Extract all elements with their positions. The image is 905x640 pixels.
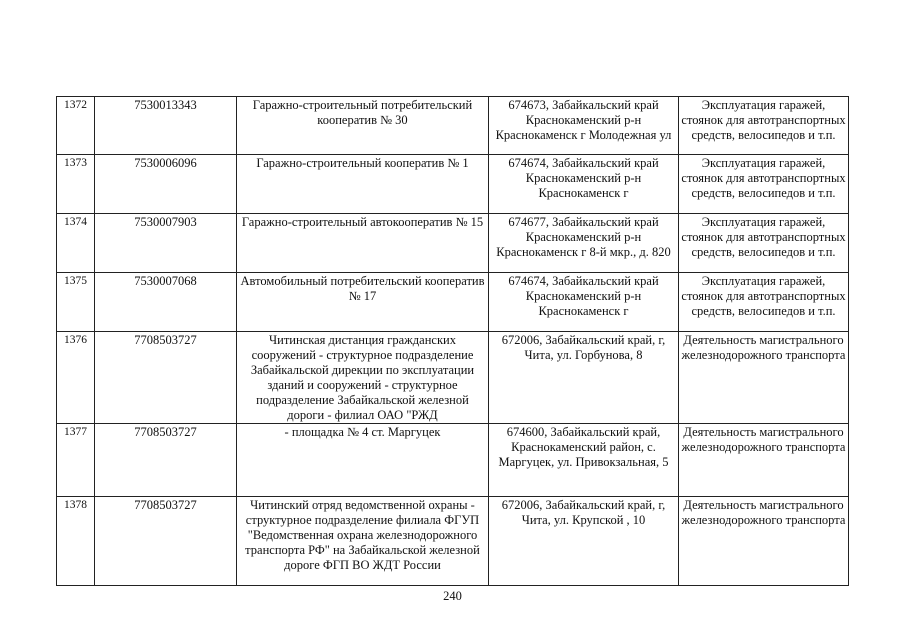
address-cell: 674600, Забайкальский край, Краснокаменский район, с. Маргуцек, ул. Привокзальная, 5 [489, 424, 679, 497]
activity-cell: Эксплуатация гаражей, стоянок для автотранспортных средств, велосипедов и т.п. [679, 155, 849, 214]
organization-name-cell: - площадка № 4 ст. Маргуцек [237, 424, 489, 497]
inn-cell: 7530007903 [95, 214, 237, 273]
address-cell: 674674, Забайкальский край Краснокаменский р-н Краснокаменск г [489, 273, 679, 332]
address-cell: 674673, Забайкальский край Краснокаменский р-н Краснокаменск г Молодежная ул [489, 97, 679, 155]
organization-name-cell: Гаражно-строительный потребительский кооператив № 30 [237, 97, 489, 155]
table-row [57, 155, 849, 214]
table-row [57, 332, 849, 424]
activity-cell: Деятельность магистрального железнодорожного транспорта [679, 332, 849, 424]
organization-name-cell: Гаражно-строительный автокооператив № 15 [237, 214, 489, 273]
address-cell: 672006, Забайкальский край, г, Чита, ул. Горбунова, 8 [489, 332, 679, 424]
organization-name-cell: Читинская дистанция гражданских сооружений - структурное подразделение Забайкальской дирекции по эксплуатации зданий и сооружений - структурное подразделение Забайкальской железной дороги - филиал ОАО "РЖД [237, 332, 489, 424]
activity-cell: Деятельность магистрального железнодорожного транспорта [679, 424, 849, 497]
page-number: 240 [443, 589, 462, 603]
activity-cell: Эксплуатация гаражей, стоянок для автотранспортных средств, велосипедов и т.п. [679, 273, 849, 332]
row-number: 1376 [57, 332, 95, 424]
row-number: 1374 [57, 214, 95, 273]
address-cell: 674677, Забайкальский край Краснокаменский р-н Краснокаменск г 8-й мкр., д. 820 [489, 214, 679, 273]
organization-name-cell: Читинский отряд ведомственной охраны - структурное подразделение филиала ФГУП "Ведомственная охрана железнодорожного транспорта РФ" на Забайкальской железной дороге ФГП ВО ЖДТ России [237, 497, 489, 586]
address-cell: 672006, Забайкальский край, г, Чита, ул. Крупской , 10 [489, 497, 679, 586]
activity-cell: Эксплуатация гаражей, стоянок для автотранспортных средств, велосипедов и т.п. [679, 214, 849, 273]
table-row [57, 273, 849, 332]
row-number: 1375 [57, 273, 95, 332]
inn-cell: 7530006096 [95, 155, 237, 214]
inn-cell: 7530013343 [95, 97, 237, 155]
inn-cell: 7708503727 [95, 424, 237, 497]
row-number: 1377 [57, 424, 95, 497]
table-row [57, 97, 849, 155]
row-number: 1372 [57, 97, 95, 155]
table-row [57, 424, 849, 497]
organization-name-cell: Гаражно-строительный кооператив № 1 [237, 155, 489, 214]
organization-name-cell: Автомобильный потребительский кооператив № 17 [237, 273, 489, 332]
registry-table [56, 96, 849, 586]
row-number: 1373 [57, 155, 95, 214]
inn-cell: 7708503727 [95, 497, 237, 586]
activity-cell: Деятельность магистрального железнодорожного транспорта [679, 497, 849, 586]
address-cell: 674674, Забайкальский край Краснокаменский р-н Краснокаменск г [489, 155, 679, 214]
table-row [57, 497, 849, 586]
inn-cell: 7708503727 [95, 332, 237, 424]
inn-cell: 7530007068 [95, 273, 237, 332]
table-row [57, 214, 849, 273]
row-number: 1378 [57, 497, 95, 586]
activity-cell: Эксплуатация гаражей, стоянок для автотранспортных средств, велосипедов и т.п. [679, 97, 849, 155]
